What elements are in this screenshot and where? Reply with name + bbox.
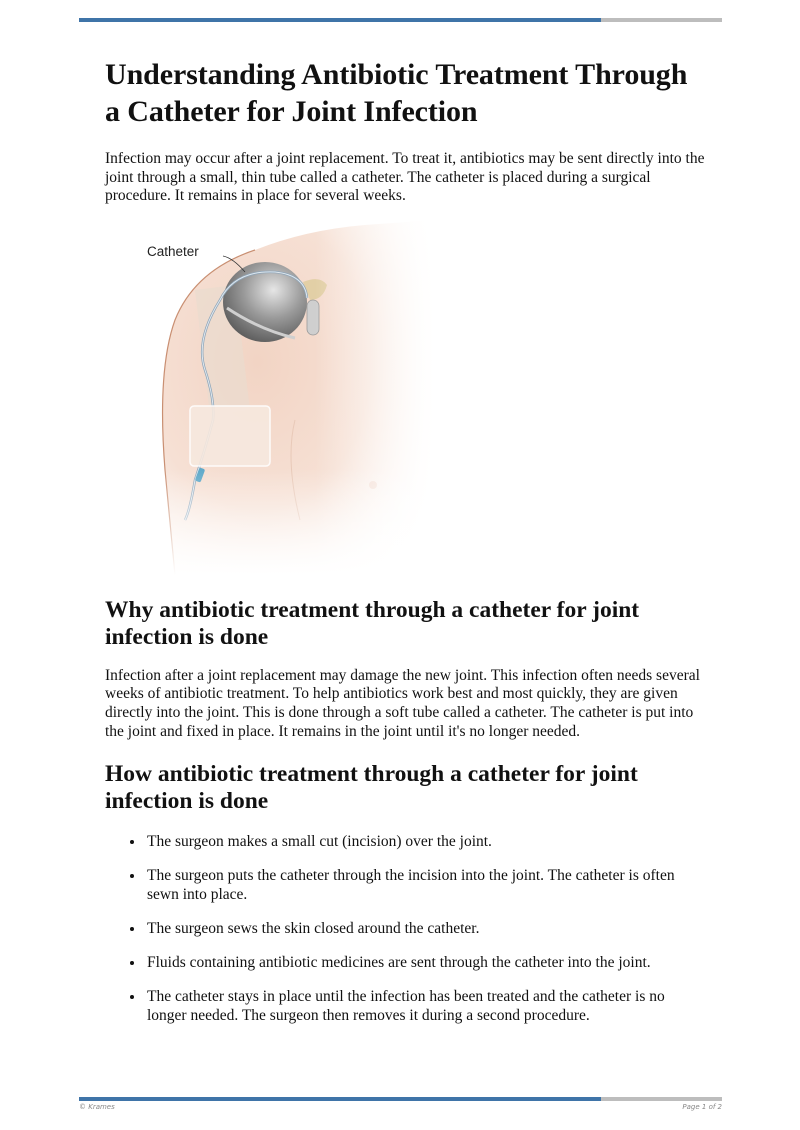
- header-divider-bar: [79, 18, 722, 22]
- intro-paragraph: Infection may occur after a joint replacement. To treat it, antibiotics may be sent directly into the joint through a small, thin tube called a catheter. The catheter is placed during a surgical procedure. It remains in place for several weeks.: [105, 150, 705, 205]
- list-item: • Fluids containing antibiotic medicines are sent through the catheter into the joint.: [145, 954, 705, 973]
- footer-bar-grey: [601, 1097, 722, 1101]
- list-item: • The surgeon sews the skin closed around the catheter.: [145, 920, 705, 939]
- page-number: Page 1 of 2: [682, 1103, 722, 1111]
- catheter-illustration: [135, 220, 435, 575]
- list-item: • The catheter stays in place until the infection has been treated and the catheter is no longer needed. The surgeon then removes it during a second procedure.: [145, 988, 705, 1025]
- page-title: Understanding Antibiotic Treatment Through a Catheter for Joint Infection: [105, 58, 688, 128]
- footer-bar-accent: [79, 1097, 601, 1101]
- header-bar-grey: [601, 18, 722, 22]
- shoulder-catheter-image: [135, 220, 435, 575]
- document-content: [105, 56, 705, 1041]
- list-item: • The surgeon puts the catheter through the incision into the joint. The catheter is often sewn into place.: [145, 867, 705, 904]
- section-heading-why: Why antibiotic treatment through a catheter for joint infection is done: [105, 596, 640, 650]
- copyright-text: © Krames: [79, 1103, 115, 1111]
- header-bar-accent: [79, 18, 601, 22]
- procedure-steps-list: [105, 833, 705, 1025]
- list-item: • The surgeon makes a small cut (incision) over the joint.: [145, 833, 705, 852]
- catheter-label: Catheter: [147, 243, 199, 259]
- section-heading-how: How antibiotic treatment through a catheter for joint infection is done: [105, 761, 638, 815]
- footer-divider-bar: [79, 1097, 722, 1101]
- section-body-why: Infection after a joint replacement may damage the new joint. This infection often needs several weeks of antibiotic treatment. To help antibiotics work best and most quickly, they are given directly into the joint. This is done through a soft tube called a catheter. The catheter is put into the joint and fixed in place. It remains in the joint until it's no longer needed.: [105, 666, 700, 740]
